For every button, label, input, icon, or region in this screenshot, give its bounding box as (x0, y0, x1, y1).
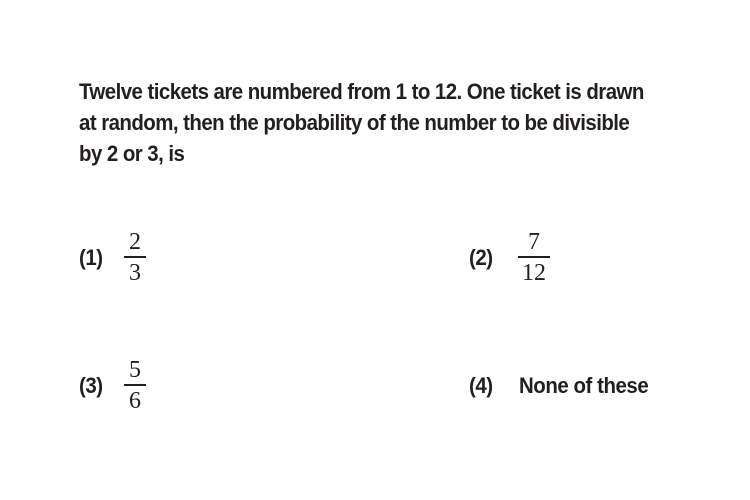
option-3-number: (3) (79, 373, 103, 398)
option-3-denominator: 6 (129, 387, 141, 414)
option-4-text: None of these (519, 373, 649, 398)
option-1-number: (1) (79, 245, 103, 270)
question-text: Twelve tickets are numbered from 1 to 12. One ticket is drawn at random, then the probability of the number to be divisible by 2 or 3, is (79, 79, 644, 166)
option-4-number: (4) (469, 373, 493, 398)
option-2-fraction (518, 229, 550, 286)
fraction-bar (124, 384, 146, 386)
option-1-denominator: 3 (129, 259, 141, 286)
option-3-numerator: 5 (129, 357, 141, 383)
fraction-bar (124, 256, 146, 258)
option-1-fraction (124, 229, 146, 286)
option-2-numerator: 7 (528, 229, 540, 255)
fraction-bar (518, 256, 550, 258)
option-2-denominator: 12 (522, 259, 546, 286)
option-2-number: (2) (469, 245, 493, 270)
option-3-fraction (124, 357, 146, 414)
option-1-numerator: 2 (129, 229, 141, 255)
